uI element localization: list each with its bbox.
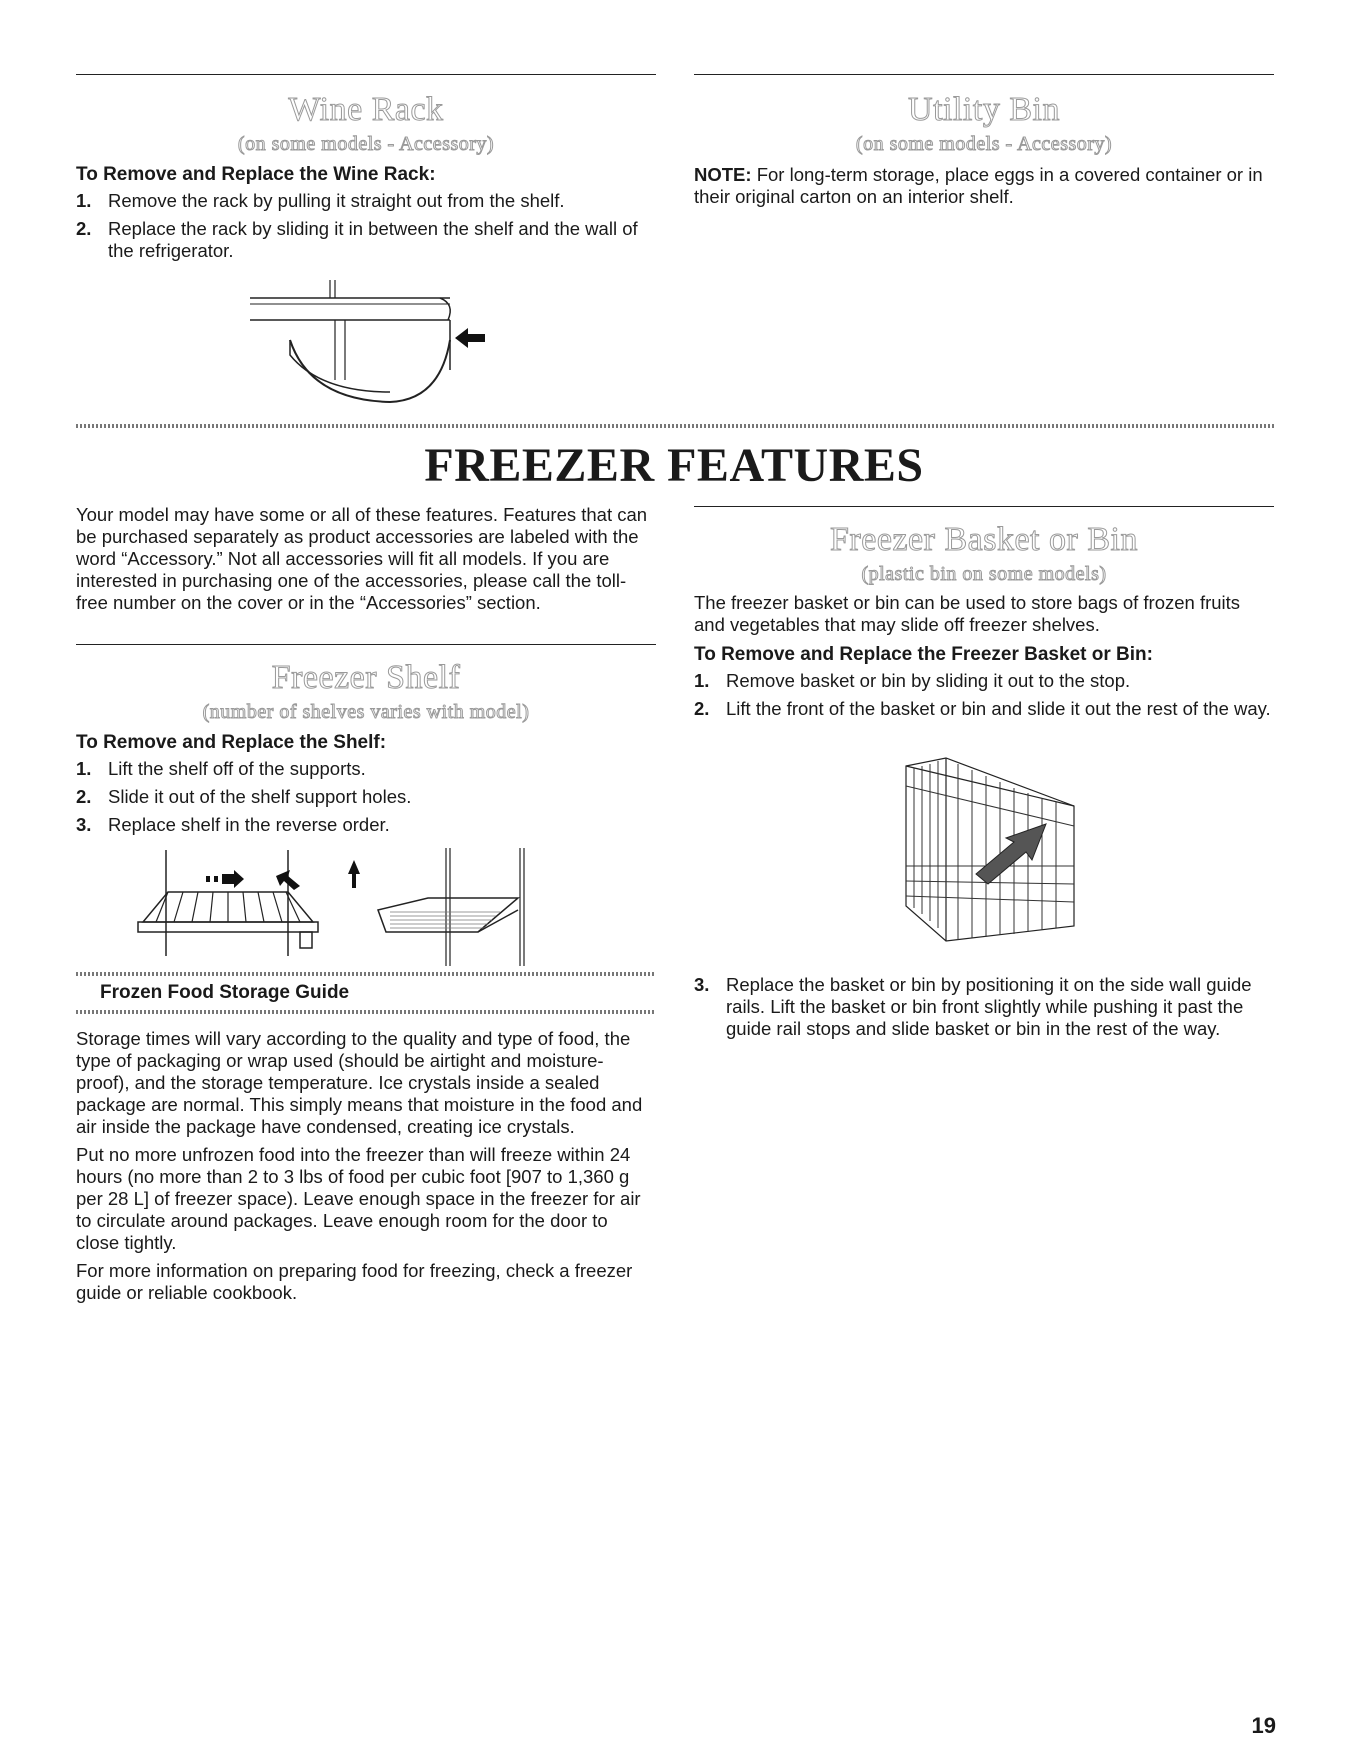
section-divider bbox=[76, 424, 1274, 428]
paragraph: Storage times will vary according to the quality and type of food, the type of packaging or wrap used (should be airtight and moisture-proof), and the storage temperature. Ice crystals inside a sealed package are normal. This simply means that moisture in the food and air inside the package have condensed, creating ice crystals. bbox=[76, 1028, 643, 1137]
list-item bbox=[694, 670, 1274, 692]
list-item bbox=[694, 974, 1274, 1040]
freezer-basket-subtitle: (plastic bin on some models) bbox=[861, 563, 1107, 585]
note-label: NOTE: bbox=[694, 164, 752, 185]
freezer-basket-title: Freezer Basket or Bin bbox=[830, 521, 1138, 558]
step-text: Replace the basket or bin by positioning it on the side wall guide rails. Lift the basket or bin front slightly while pushing it past the guide rail stops and slide basket or bin in the rest of the way. bbox=[726, 974, 1252, 1039]
step-number: 2. bbox=[76, 786, 92, 807]
step-text: Replace the rack by sliding it in between the shelf and the wall of the refrigerator. bbox=[108, 218, 638, 261]
freezer-basket-intro: The freezer basket or bin can be used to store bags of frozen fruits and vegetables that may slide off freezer shelves. bbox=[694, 592, 1241, 635]
freezer-basket-step3 bbox=[694, 974, 1274, 1046]
step-number: 3. bbox=[76, 814, 92, 835]
section-rule bbox=[694, 74, 1274, 75]
section-rule bbox=[76, 74, 656, 75]
page-title: FREEZER FEATURES bbox=[424, 439, 924, 492]
storage-guide-title: Frozen Food Storage Guide bbox=[100, 982, 350, 1003]
freezer-basket-remove-heading: To Remove and Replace the Freezer Basket or Bin: bbox=[694, 644, 1153, 665]
wine-rack-illustration bbox=[250, 280, 510, 415]
wine-rack-steps bbox=[76, 190, 656, 262]
note-text: For long-term storage, place eggs in a covered container or in their original carton on an interior shelf. bbox=[694, 164, 1263, 207]
utility-bin-subtitle: (on some models - Accessory) bbox=[855, 133, 1113, 155]
step-text: Lift the front of the basket or bin and slide it out the rest of the way. bbox=[726, 698, 1271, 719]
step-text: Lift the shelf off of the supports. bbox=[108, 758, 366, 779]
section-divider bbox=[76, 972, 656, 976]
freezer-features-intro: Your model may have some or all of these features. Features that can be purchased separately as product accessories are labeled with the word “Accessory.” Not all accessories will fit all models. If you are interested in purchasing one of the accessories, please call the toll-free number on the cover or in the “Accessories” section. bbox=[76, 504, 648, 613]
step-number: 2. bbox=[76, 218, 92, 239]
freezer-basket-steps-continued bbox=[694, 974, 1274, 1040]
freezer-shelf-subtitle: (number of shelves varies with model) bbox=[202, 701, 530, 723]
section-rule bbox=[76, 644, 656, 645]
storage-guide-body bbox=[76, 1028, 656, 1304]
wine-rack-title: Wine Rack bbox=[288, 91, 444, 128]
step-text: Replace shelf in the reverse order. bbox=[108, 814, 390, 835]
storage-guide-section bbox=[76, 972, 656, 1310]
freezer-shelf-section bbox=[76, 644, 656, 842]
step-number: 3. bbox=[694, 974, 710, 995]
freezer-shelf-illustration bbox=[128, 848, 618, 966]
freezer-shelf-title: Freezer Shelf bbox=[271, 659, 461, 696]
freezer-basket-steps bbox=[694, 670, 1274, 720]
freezer-shelf-remove-heading: To Remove and Replace the Shelf: bbox=[76, 732, 387, 753]
freezer-basket-section bbox=[694, 506, 1274, 726]
freezer-shelf-steps bbox=[76, 758, 656, 836]
paragraph: Put no more unfrozen food into the freezer than will freeze within 24 hours (no more than 2 to 3 lbs of food per cubic foot [907 to 1,360 g per 28 L] of freezer space). Leave enough space in the freezer for air to circulate around packages. Leave enough room for the door to close tightly. bbox=[76, 1144, 641, 1253]
step-text: Slide it out of the shelf support holes. bbox=[108, 786, 412, 807]
wine-rack-remove-heading: To Remove and Replace the Wine Rack: bbox=[76, 164, 436, 185]
section-rule bbox=[694, 506, 1274, 507]
step-number: 1. bbox=[694, 670, 710, 691]
wine-rack-section bbox=[76, 74, 656, 268]
freezer-basket-illustration bbox=[896, 756, 1086, 946]
utility-bin-note bbox=[694, 164, 1274, 208]
wine-rack-subtitle: (on some models - Accessory) bbox=[237, 133, 495, 155]
utility-bin-section bbox=[694, 74, 1274, 208]
page-number: 19 bbox=[1251, 1713, 1276, 1738]
arrow-up-icon bbox=[348, 860, 360, 888]
list-item bbox=[76, 758, 656, 780]
paragraph: For more information on preparing food for freezing, check a freezer guide or reliable cookbook. bbox=[76, 1260, 633, 1303]
step-number: 1. bbox=[76, 758, 92, 779]
list-item bbox=[76, 218, 656, 262]
list-item bbox=[76, 190, 656, 212]
section-divider bbox=[76, 1010, 656, 1014]
list-item bbox=[76, 786, 656, 808]
step-number: 2. bbox=[694, 698, 710, 719]
arrow-right-icon bbox=[206, 870, 244, 888]
step-text: Remove basket or bin by sliding it out to the stop. bbox=[726, 670, 1131, 691]
step-number: 1. bbox=[76, 190, 92, 211]
step-text: Remove the rack by pulling it straight out from the shelf. bbox=[108, 190, 565, 211]
list-item bbox=[76, 814, 656, 836]
utility-bin-title: Utility Bin bbox=[908, 91, 1060, 128]
arrow-left-icon bbox=[455, 328, 485, 348]
list-item bbox=[694, 698, 1274, 720]
